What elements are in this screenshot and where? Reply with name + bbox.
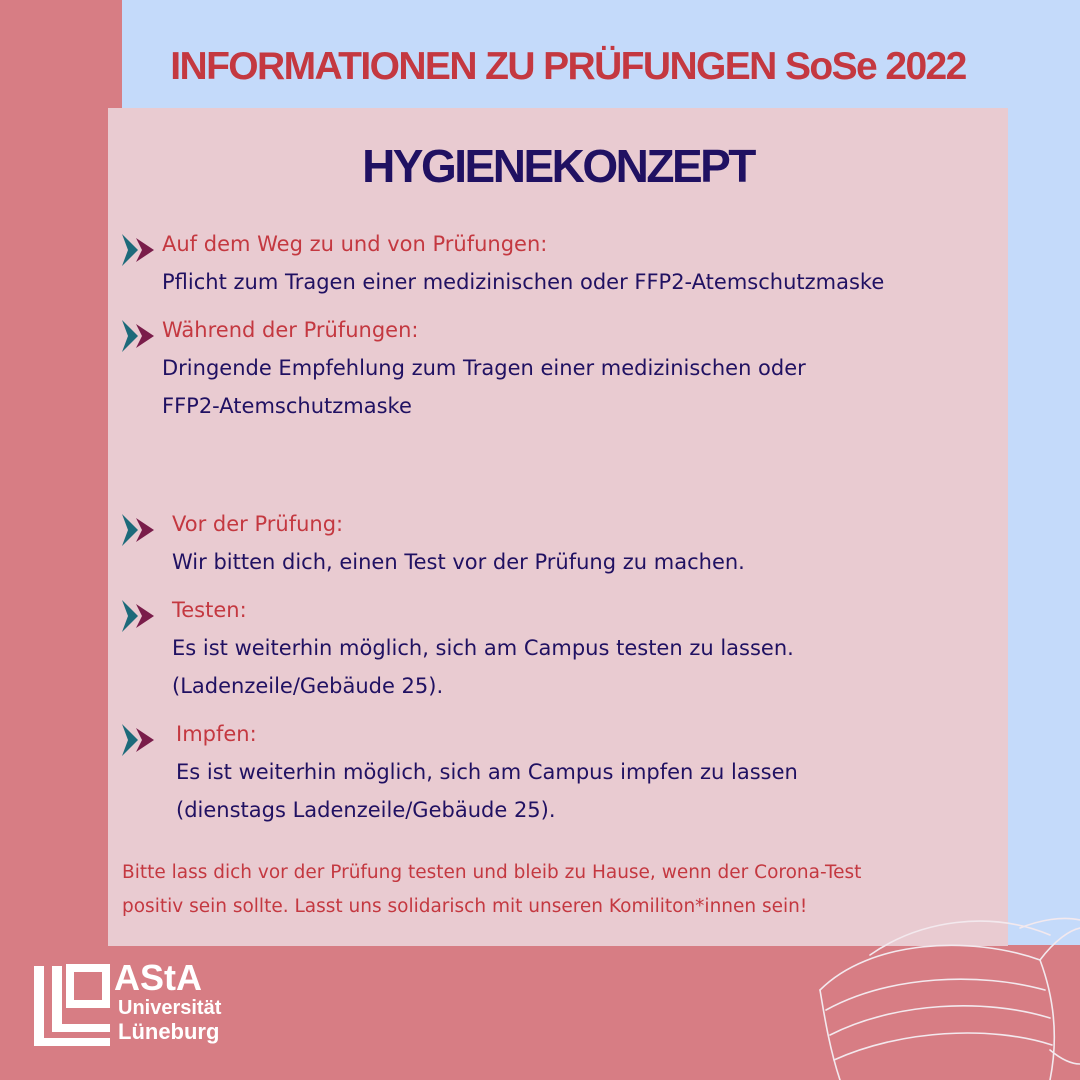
item-label: Testen: (172, 598, 247, 622)
item-description: Wir bitten dich, einen Test vor der Prüfung zu machen. (172, 550, 745, 574)
double-chevron-right-icon (120, 319, 158, 353)
logo-name: AStA (114, 957, 202, 998)
double-chevron-right-icon (120, 233, 158, 267)
logo-university: Universität (118, 997, 222, 1019)
item-description: (Ladenzeile/Gebäude 25). (172, 674, 444, 698)
item-description: Dringende Empfehlung zum Tragen einer medizinischen oder (162, 356, 806, 380)
item-description: Es ist weiterhin möglich, sich am Campus impfen zu lassen (176, 760, 798, 784)
section-heading: HYGIENEKONZEPT (362, 140, 754, 192)
logo-city: Lüneburg (118, 1019, 220, 1044)
item-label: Impfen: (176, 722, 257, 746)
closing-note-line: positiv sein sollte. Lasst uns solidarisch mit unseren Komiliton*innen sein! (122, 896, 808, 917)
face-mask-illustration-icon (800, 880, 1080, 1080)
page-title: INFORMATIONEN ZU PRÜFUNGEN SoSe 2022 (170, 45, 966, 88)
item-label: Während der Prüfungen: (162, 318, 419, 342)
item-label: Auf dem Weg zu und von Prüfungen: (162, 232, 548, 256)
item-description: (dienstags Ladenzeile/Gebäude 25). (176, 798, 556, 822)
double-chevron-right-icon (120, 723, 158, 757)
double-chevron-right-icon (120, 599, 158, 633)
item-description: Pflicht zum Tragen einer medizinischen oder FFP2-Atemschutzmaske (162, 270, 885, 294)
asta-logo (30, 957, 250, 1052)
item-description: Es ist weiterhin möglich, sich am Campus testen zu lassen. (172, 636, 794, 660)
content-panel (108, 108, 1008, 946)
asta-logo-mark-icon (30, 962, 114, 1048)
double-chevron-right-icon (120, 513, 158, 547)
item-description: FFP2-Atemschutzmaske (162, 394, 412, 418)
closing-note-line: Bitte lass dich vor der Prüfung testen und bleib zu Hause, wenn der Corona-Test (122, 862, 862, 883)
item-label: Vor der Prüfung: (172, 512, 344, 536)
